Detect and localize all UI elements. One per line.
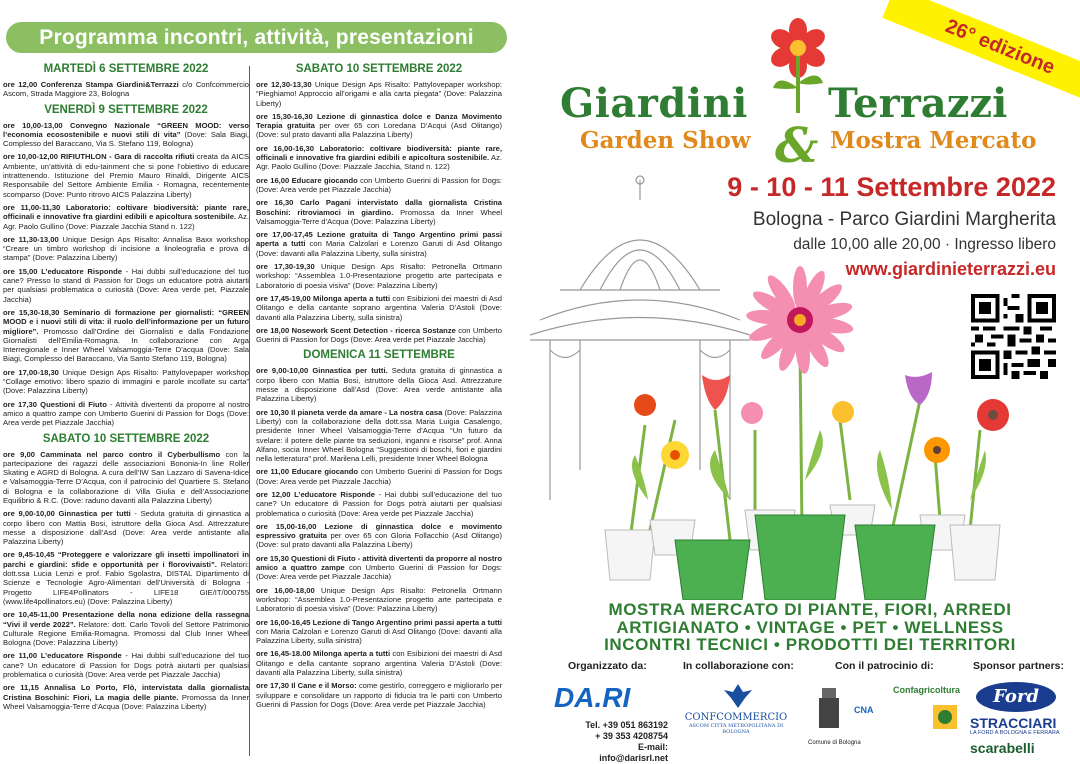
schedule-item-details: con Umberto Guerini di Passion for Dogs (Dove: Area verde pet Piazzale Jacchia) bbox=[256, 325, 502, 345]
schedule-item-details: per over 65 con Gloria Follacchio (Asd Olitango) (Dove: sul prato davanti alla Palazzina Liberty) bbox=[256, 531, 503, 550]
schedule-item bbox=[3, 121, 249, 149]
schedule-item bbox=[3, 368, 249, 396]
exhibit-tagline bbox=[555, 601, 1065, 654]
schedule-item-title: ore 15,00 L’educatore Risponde bbox=[3, 266, 122, 276]
schedule-item-details: con Maria Calzolari e Lorenzo Garuti di Asd Olitango (Dove: davanti alla Palazzina Liberty, sulla sinistra) bbox=[256, 239, 503, 258]
schedule-item-details: con la partecipazione dei ragazzi delle associazioni Bononia-In line Roller Skating e AGRD di Bologna. A cura dell’IW San Lazzaro di Savena-Idice e Valsamoggia-Terre D’Acqua, con il patrocinio del Quartiere S. Stefano di Bologna e la collaborazione di Villa Giulia e dell’Associazione Equilibrio & R.C. (Dove: raduno davanti alla Palazzina Liberty) bbox=[3, 449, 249, 505]
coldiretti-icon bbox=[933, 705, 957, 729]
organizer-contact bbox=[568, 720, 668, 764]
schedule-item-title: ore 17,00-18,30 bbox=[3, 367, 59, 377]
schedule-item-title: ore 9,45-10,45 “Proteggere e valorizzare gli insetti impollinatori in parchi e giardini: sfide e opportunità per i florovivaisti”. bbox=[3, 550, 249, 569]
schedule-item-title: ore 17,30-19,30 bbox=[256, 262, 315, 272]
organized-by-label: Organizzato da: bbox=[568, 660, 647, 672]
program-banner: Programma incontri, attività, presentazioni bbox=[6, 22, 507, 53]
schedule-item-title: ore 15,30-16,30 Lezione di ginnastica dolce e Danza Movimento Terapia gratuita bbox=[256, 111, 502, 131]
partners-footer bbox=[548, 660, 1078, 763]
schedule-item-title: ore 17,30 Il Cane e il Morso: bbox=[256, 681, 357, 691]
schedule-item-details: - Attività divertenti da proporre al nostro amico a quattro zampe con Umberto Guerini di Passion for Dogs (Dove: Area verde pet Piazzale Jacchia) bbox=[3, 399, 249, 428]
schedule-item bbox=[256, 366, 502, 403]
schedule-item-details: con Umberto Guerini di Passion for Dogs: (Dove: Area verde pet Piazzale Jacchia) bbox=[256, 563, 502, 582]
schedule-item-details: - Hai dubbi sull’educazione del tuo cane? Un educatore di Passion for Dogs potrà aiutarti per qualsiasi problematica o curiosità (Dove: Area verde pet Piazzale Jacchia) bbox=[256, 489, 502, 518]
logo-ampersand: & bbox=[775, 118, 819, 174]
schedule-item-title: ore 9,00-10,00 Ginnastica per tutti bbox=[3, 509, 131, 519]
schedule-item bbox=[256, 326, 502, 345]
scarabelli-logo: scarabelli bbox=[970, 740, 1035, 756]
confcommercio-eagle-icon bbox=[723, 682, 753, 710]
column-divider bbox=[249, 66, 250, 756]
schedule-item-title: ore 16,45-18.00 Milonga aperta a tutti bbox=[256, 649, 391, 659]
schedule-item-title: ore 16,00-16,30 Laboratorio: coltivare biodiversità: piante rare, officinali e innovative fra giardini edibili e apicoltura sostenibile. bbox=[256, 143, 502, 163]
schedule-item-details: con Umberto Guerini di Passion for Dogs: (Dove: Area verde pet Piazzale Jacchia) bbox=[256, 175, 502, 194]
comune-bologna-label: Comune di Bologna bbox=[808, 740, 861, 746]
schedule-item-details: Seduta gratuita di ginnastica a corpo libero con Mattia Bosi, istruttore della Gioca Asd. Attrezzature messe a disposizione dall’Asd (Dove: Area verde antistante alla Palazzina Liberty) bbox=[256, 366, 502, 404]
schedule-item bbox=[256, 649, 502, 677]
schedule-item bbox=[256, 262, 502, 290]
schedule-column-left bbox=[3, 58, 249, 715]
schedule-item-details: Az. Agr. Paolo Gullino (Dove: Piazzale Jacchia Stand n. 122) bbox=[3, 212, 249, 231]
schedule-item-title: ore 17,00-17,45 Lezione gratuita di Tango Argentino primi passi aperta a tutti bbox=[256, 230, 502, 249]
schedule-item-details: creata da AICS Ambiente, un’attività di edu-tainment che si pone l’obiettivo di educare intrattenendo. Istituzione del Premio Mauro Rinaldi, Dirigente AICS Responsabile del Settore Ambiente Emilia - Romagna, recentemente scomparso (Dove: Punto ritrovo AICS Palazzina Liberty) bbox=[3, 152, 250, 199]
event-dates: 9 - 10 - 11 Settembre 2022 bbox=[727, 172, 1056, 202]
schedule-item bbox=[256, 522, 502, 550]
schedule-item bbox=[3, 509, 249, 546]
confagricoltura-logo: Confagricoltura bbox=[893, 685, 961, 695]
event-website-link[interactable]: www.giardinieterrazzi.eu bbox=[845, 259, 1056, 279]
schedule-item bbox=[3, 235, 249, 263]
schedule-item-title: ore 11,30-13,00 bbox=[3, 234, 59, 244]
confcommercio-sub: ASCOM CITTÀ METROPOLITANA DI BOLOGNA bbox=[688, 723, 784, 735]
schedule-item-title: ore 10,00-13,00 Convegno Nazionale “GREEN MOOD: verso l’economia ecosostenibile e nuovi stili di vita” bbox=[3, 120, 249, 139]
schedule-item bbox=[3, 610, 249, 647]
schedule-column-right bbox=[256, 58, 502, 713]
schedule-item-title: ore 9,00-10,00 Ginnastica per tutti. bbox=[256, 366, 388, 376]
schedule-item-details: Unique Design Aps Risalto: Annalisa Baxx workshop “Creare un timbro workshop di incisione a linoleografia e prova di stampa” (Dove: Palazzina Liberty) bbox=[3, 234, 249, 263]
tagline-line: INCONTRI TECNICI • PRODOTTI DEI TERRITORI bbox=[604, 635, 1016, 654]
day-heading: DOMENICA 11 SETTEMBRE bbox=[303, 349, 455, 362]
schedule-item bbox=[3, 550, 249, 606]
cna-logo: CNA bbox=[854, 705, 874, 715]
schedule-item-details: Relatori: dott.ssa Lucia Lenzi e prof. Fabio Sgolastra, DISTAL Dipartimento di Scienze e Tecnologie Agro-Alimentari dell’Università di Bologna - Progetto LIFE4Pollinators - LIFE18 GIE/IT/000755 (www.life4pollinators.eu) (Dove: Palazzina Liberty) bbox=[3, 559, 249, 606]
schedule-item bbox=[3, 267, 249, 304]
schedule-item-title: ore 15,30 Questioni di Fiuto - attività divertenti da proporre al nostro amico a quattro zampe bbox=[256, 553, 502, 573]
edition-badge: 26° edizione bbox=[882, 0, 1080, 108]
email-link[interactable]: E-mail: info@darisrl.net bbox=[599, 742, 668, 763]
schedule-item-details: - Hai dubbi sull’educazione del tuo cane? Un educatore di Passion for Dogs potrà aiutarti per qualsiasi problematica o curiosità (Dove: Area verde pet Piazzale Jacchia) bbox=[3, 651, 249, 680]
schedule-item-title: ore 9,00 Camminata nel parco contro il Cyberbullismo bbox=[3, 449, 221, 459]
schedule-item bbox=[256, 112, 502, 140]
schedule-item-title: ore 11,15 Annalisa Lo Porto, Flò, intervistata dalla giornalista Cristina Boschini: Fiori, La magia delle piante. bbox=[3, 683, 249, 702]
schedule-item-title: ore 17,30 Questioni di Fiuto bbox=[3, 399, 107, 409]
schedule-item bbox=[256, 586, 502, 614]
tagline-line: MOSTRA MERCATO DI PIANTE, FIORI, ARREDI bbox=[608, 600, 1012, 619]
schedule-item-details: Promosso dall’Ordine dei Giornalisti e dalla Fondazione Giornalisti dell’Emilia-Romagna. In collaborazione con Arga Interregionale e Inner Wheel Valsamoggia-Terre D’acqua (Dove: Sala Biagi, Complesso del Baraccano, Via Santo Stefano 119, Bologna) bbox=[3, 326, 249, 364]
schedule-item-title: ore 12,30-13,30 bbox=[256, 80, 312, 89]
dari-logo: DA.RI bbox=[554, 682, 631, 713]
schedule-item-title: ore 18,00 Nosework Scent Detection - ricerca Sostanze bbox=[256, 325, 456, 335]
schedule-item bbox=[256, 467, 502, 486]
schedule-item-details: - Seduta gratuita di ginnastica a corpo libero con Mattia Bosi, istruttore della Gioca Asd. Attrezzature messe a disposizione dall’Asd (Dove: Area verde antistante alla Palazzina Liberty) bbox=[3, 509, 249, 547]
ford-logo: Ford bbox=[976, 682, 1056, 712]
schedule-item bbox=[256, 230, 502, 258]
schedule-item-details: con Esibizioni dei maestri di Asd Olitango e della cantante soprano argentina Valeria D’Astoli (Dove: davanti alla Palazzina Liberty, sulla sinistra) bbox=[256, 649, 502, 678]
schedule-item-details: (Dove: Sala Biagi, Complesso del Baraccano, Via S. Stefano 119, Bologna) bbox=[3, 129, 250, 149]
tagline-line: ARTIGIANATO • VINTAGE • PET • WELLNESS bbox=[616, 617, 1004, 637]
schedule-item-title: ore 11,00 Educare giocando bbox=[256, 467, 359, 477]
schedule-item-details: - Hai dubbi sull’educazione del tuo cane? Presso lo stand di Passion for Dogs un educatore potrà aiutarti per qualsiasi problematica o curiosità (Dove: Area verde pet, Piazzale Jacchia) bbox=[3, 266, 249, 304]
schedule-item-title: ore 12,00 Conferenza Stampa Giardini&Terrazzi bbox=[3, 80, 179, 89]
logo-word-giardini: Giardini bbox=[560, 80, 748, 127]
schedule-item-title: ore 16,00-18,00 bbox=[256, 585, 315, 595]
schedule-item-details: Unique Design Aps Risalto: Petronella Ortmann workshop: “Assemblea 1.0-Presentazione progetto arte partecipata e Laboratorio di poesia visiva” (Dove: Palazzina Liberty) bbox=[256, 262, 502, 290]
schedule-item-title: ore 10,45-11,00 Presentazione della nona edizione della rassegna “Vivi il verde 2022”. bbox=[3, 610, 249, 629]
logo-garden-show: Garden Show bbox=[580, 127, 751, 154]
schedule-item-details: Promossa da Inner Wheel Valsamoggia-Terre d’Acqua (Dove: Palazzina Liberty) bbox=[256, 207, 503, 226]
schedule-item-title: ore 16,00-16,45 Lezione di Tango Argentino primi passi aperta a tutti bbox=[256, 617, 502, 627]
schedule-item bbox=[256, 144, 502, 172]
day-heading: SABATO 10 SETTEMBRE 2022 bbox=[295, 63, 463, 75]
day-heading: MARTEDÌ 6 SETTEMBRE 2022 bbox=[43, 63, 209, 75]
schedule-item-title: ore 17,45-19,00 Milonga aperta a tutti bbox=[256, 293, 391, 303]
schedule-item-title: ore 10,00-12,00 RIFIUTHLON - Gara di raccolta rifiuti bbox=[3, 152, 195, 162]
schedule-item-details: con Umberto Guerini di Passion for Dogs (Dove: Area verde pet Piazzale Jacchia) bbox=[256, 467, 502, 486]
schedule-item bbox=[256, 554, 502, 582]
schedule-item-title: ore 10,30 Il pianeta verde da amare - La nostra casa bbox=[256, 407, 443, 417]
schedule-item bbox=[3, 651, 249, 679]
schedule-item-details: Az. Agr. Paolo Gullino (Dove: Piazzale Jacchia, Stand n. 122) bbox=[256, 153, 502, 172]
schedule-item-details: c/o Confcommercio Ascom, Strada Maggiore 23, Bologna bbox=[3, 80, 249, 99]
bologna-crest-icon bbox=[816, 688, 842, 736]
flowers-gazebo-illustration bbox=[520, 170, 1020, 600]
schedule-item-title: ore 11,00-11,30 Laboratorio: coltivare biodiversità: piante rare, officinali e innovative fra giardini edibili e apicoltura sostenibile. bbox=[3, 202, 249, 222]
schedule-item bbox=[256, 408, 502, 464]
schedule-item-details: per over 65 con Loredana D’Acqui (Asd Olitango) (Dove: sul prato davanti alla Palazzina Liberty) bbox=[256, 121, 502, 140]
schedule-item-title: ore 15,30-18,30 Seminario di formazione per giornalisti: “GREEN MOOD e i nuovi stili di vita: il ruolo dell’informazione per un futuro migliore”. bbox=[3, 307, 249, 336]
schedule-item bbox=[256, 176, 502, 195]
schedule-item bbox=[3, 683, 249, 711]
event-place: Bologna - Parco Giardini Margherita bbox=[752, 209, 1056, 230]
logo-mostra-mercato: Mostra Mercato bbox=[830, 127, 1037, 154]
schedule-item bbox=[256, 618, 502, 646]
schedule-item bbox=[3, 152, 249, 198]
schedule-item bbox=[256, 490, 502, 518]
event-hours: dalle 10,00 alle 20,00 · Ingresso libero bbox=[793, 236, 1056, 253]
schedule-item bbox=[3, 80, 249, 99]
sponsor-label: Sponsor partners: bbox=[973, 660, 1065, 672]
phone-1: Tel. +39 051 863192 bbox=[585, 720, 668, 730]
schedule-item-title: ore 16,30 Carlo Pagani intervistato dalla giornalista Cristina Boschini: ritroviamoci in giardino. bbox=[256, 198, 502, 217]
schedule-item bbox=[3, 203, 249, 231]
schedule-item-title: ore 16,00 Educare giocando bbox=[256, 175, 358, 185]
phone-2: + 39 353 4208754 bbox=[595, 731, 668, 741]
schedule-item-details: (Dove: Palazzina Liberty) con la collaborazione della dott.ssa Maria Luigia Casalengo, presidente Inner Wheel Valsamoggia-Terre d’Acqua “Un futuro da svelare: il potere delle piante tra seduzioni, inganni e risorse” prof. Anna Alfano, socia Inner Wheel Bologna “Suggestioni di boschi, fiori e giardini nella letteratura” prof. Marilena Lelli, presidente Inner Wheel Bologna bbox=[256, 407, 502, 464]
schedule-item bbox=[256, 294, 502, 322]
schedule-item bbox=[256, 681, 502, 709]
schedule-item-title: ore 12,00 L’educatore Risponde bbox=[256, 489, 375, 499]
schedule-item bbox=[256, 80, 502, 108]
schedule-item bbox=[256, 198, 502, 226]
logo-word-terrazzi: Terrazzi bbox=[828, 80, 1008, 127]
schedule-item bbox=[3, 308, 249, 364]
schedule-item-details: Relatore: dott. Carlo Tovoli del Settore Patrimonio Culturale Regione Emilia-Romagna. Promossi dal Club Inner Wheel Bologna (Dove: Palazzina Liberty) bbox=[3, 619, 249, 648]
stracciari-sub: LA FORD A BOLOGNA E FERRARA bbox=[970, 730, 1060, 736]
day-heading: SABATO 10 SETTEMBRE 2022 bbox=[42, 432, 210, 445]
schedule-item bbox=[3, 450, 249, 506]
schedule-item-details: Promossa da Inner Wheel Valsamoggia-Terre d’Acqua (Dove: Palazzina Liberty) bbox=[3, 692, 249, 711]
schedule-item-details: Unique Design Aps Risalto: Pattylovepaper workshop “Collage emotivo: libero spazio di immagini e parole incollate su carta” (Dove: Palazzina Liberty) bbox=[3, 367, 249, 396]
patronage-label: Con il patrocinio di: bbox=[835, 660, 934, 672]
schedule-item-title: ore 15,00-16,00 Lezione di ginnastica dolce e movimento espressivo gratuita bbox=[256, 521, 502, 541]
schedule-item-details: Unique Design Aps Risalto: Pattylovepaper workshop: “Pieghiamo! Approccio all’origami e alla carta piegata” (Dove: Palazzina Liberty) bbox=[256, 80, 502, 108]
collaboration-label: In collaborazione con: bbox=[683, 660, 794, 672]
schedule-item bbox=[3, 400, 249, 428]
confcommercio-logo bbox=[681, 712, 791, 735]
schedule-item-details: con Maria Calzolari e Lorenzo Garuti di Asd Olitango (Dove: davanti alla Palazzina Liberty, sulla sinistra) bbox=[256, 626, 502, 646]
schedule-item-details: Unique Design Aps Risalto: Petronella Ortmann workshop: “Assemblea 1.0-Presentazione progetto arte partecipata e Laboratorio di poesia visiva” (Dove: Palazzina Liberty) bbox=[256, 585, 502, 614]
schedule-item-details: come gestirlo, correggero e migliorarlo per sviluppare e consolidare un rapporto di fiducia tra le parti con Umberto Guerini di Passion for Dogs (Dove: Area verde pet Piazzale Jacchia) bbox=[256, 681, 502, 709]
day-heading: VENERDÌ 9 SETTEMBRE 2022 bbox=[44, 103, 208, 116]
schedule-item-details: con Esibizioni dei maestri di Asd Olitango e della cantante soprano argentina Valeria D’Astoli (Dove: davanti alla Palazzina Liberty, sulla sinistra) bbox=[256, 293, 502, 322]
schedule-item-title: ore 11,00 L’educatore Risponde bbox=[3, 651, 122, 661]
stracciari-logo: STRACCIARI bbox=[970, 715, 1057, 731]
confcommercio-name: CONFCOMMERCIO bbox=[684, 712, 788, 723]
